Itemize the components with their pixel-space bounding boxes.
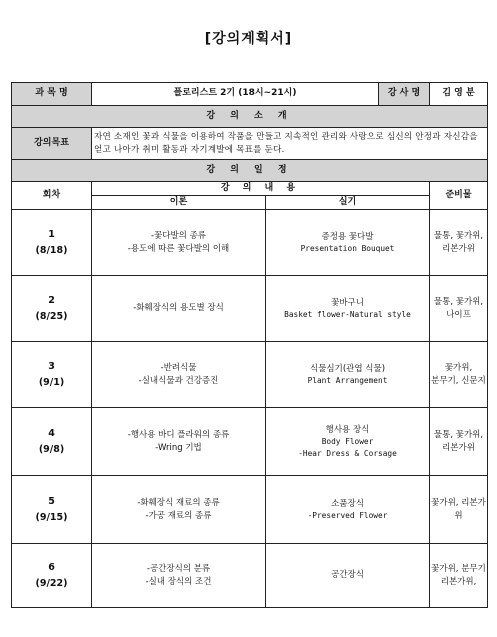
session-row [12,210,488,276]
course-name: 플로리스트 2기 (18시~21시) [92,83,379,106]
session-date: (9/8) [38,443,65,455]
materials-line: 꽃가위, [444,363,473,374]
practice-cell [266,408,430,476]
practice-line: Plant Arrangement [307,376,388,386]
session-row [12,408,488,476]
practice-cell [266,210,430,276]
session-row [12,544,488,608]
practice-line: Presentation Bouquet [300,244,395,254]
session-number: 4 [48,428,55,440]
session-number-cell [12,476,92,544]
session-date: (8/18) [35,244,68,256]
practice-line: 행사용 장식 [325,425,370,436]
practice-cell [266,544,430,608]
theory-line: -Wring 기법 [155,442,202,453]
schedule-header-row [12,160,488,182]
session-row [12,476,488,544]
practice-line: 소품장식 [331,498,364,509]
materials-line: 나이프 [446,309,471,320]
practice-line: 식물심기(관엽 식물) [309,363,386,374]
theory-cell [92,476,266,544]
materials-line: 리본가위, [440,576,477,587]
theory-line: -용도에 따른 꽃다발의 이해 [127,243,230,254]
session-number: 6 [48,562,55,574]
theory-line: -행사용 바디 플라워의 종류 [127,430,230,441]
course-name-label: 과 목 명 [12,83,92,106]
session-number-cell [12,544,92,608]
session-row [12,276,488,342]
intro-header-row [12,106,488,128]
practice-line: Basket flower-Natural style [284,310,411,320]
session-number: 1 [48,229,55,241]
session-number: 5 [48,496,55,508]
materials-line: 물통, 꽃가위, [433,297,484,308]
materials-cell [430,544,488,608]
col-theory-header: 이론 [92,196,266,210]
session-date: (9/1) [38,376,65,388]
practice-line: 공간장식 [331,570,364,581]
theory-line: -꽃다발의 종류 [150,231,207,242]
session-date: (9/15) [35,511,68,523]
theory-cell [92,544,266,608]
document-title: [강의계획서] [204,31,293,47]
session-number: 2 [48,295,55,307]
col-practice-header: 실기 [266,196,430,210]
practice-cell [266,476,430,544]
practice-line: 꽃바구니 [331,297,364,308]
session-number: 3 [48,361,55,373]
practice-cell [266,276,430,342]
intro-section-header: 강 의 소 개 [12,106,488,128]
materials-cell [430,276,488,342]
theory-cell [92,276,266,342]
theory-cell [92,408,266,476]
materials-cell [430,342,488,408]
materials-line: 꽃가위, 리본가위 [431,498,486,521]
instructor-label: 강 사 명 [379,83,430,106]
session-row [12,342,488,408]
col-session-header: 회차 [12,182,92,210]
materials-cell [430,408,488,476]
schedule-section-header: 강 의 일 정 [12,160,488,182]
materials-line: 물통, 꽃가위, [433,231,484,242]
course-row [12,83,488,106]
materials-cell [430,476,488,544]
practice-line: 증정용 꽃다발 [321,231,374,242]
practice-line: -Preserved Flower [307,511,388,521]
practice-line: -Hear Dress & Corsage [298,448,397,458]
materials-cell [430,210,488,276]
goal-row [12,128,488,160]
col-content-header: 강 의 내 용 [92,182,430,196]
materials-line: 꽃가위, 분무기 [431,564,486,575]
theory-line: -화훼장식의 용도별 장식 [133,303,224,314]
session-date: (8/25) [35,310,68,322]
session-number-cell [12,408,92,476]
theory-line: -반려식물 [160,363,197,374]
materials-line: 리본가위 [442,442,475,453]
materials-line: 물통, 꽃가위, [433,430,484,441]
materials-line: 분무기, 신문지 [431,375,486,386]
session-date: (9/22) [35,577,68,589]
theory-cell [92,342,266,408]
col-materials-header: 준비물 [430,182,488,210]
goal-text: 자연 소재인 꽃과 식물을 이용하여 작품을 만들고 지속적인 관리와 사랑으로 심신의 안정과 자신감을 얻고 나아가 취미 활동과 자기계발에 목표를 둔다. [92,128,488,160]
theory-line: -실내식물과 건강증진 [138,375,219,386]
theory-line: -공간장식의 분류 [146,564,211,575]
theory-line: -실내 장식의 조건 [145,576,212,587]
instructor-name: 김 영 분 [430,83,488,106]
session-number-cell [12,210,92,276]
practice-line: Body Flower [321,437,374,447]
lecture-plan-table [11,82,488,608]
materials-line: 리본가위 [442,243,475,254]
theory-cell [92,210,266,276]
theory-line: -가공 재료의 종류 [145,510,212,521]
practice-cell [266,342,430,408]
theory-line: -화훼장식 재료의 종류 [137,498,220,509]
column-header-row-1 [12,182,488,196]
session-number-cell [12,276,92,342]
goal-label: 강의목표 [12,128,92,160]
session-number-cell [12,342,92,408]
